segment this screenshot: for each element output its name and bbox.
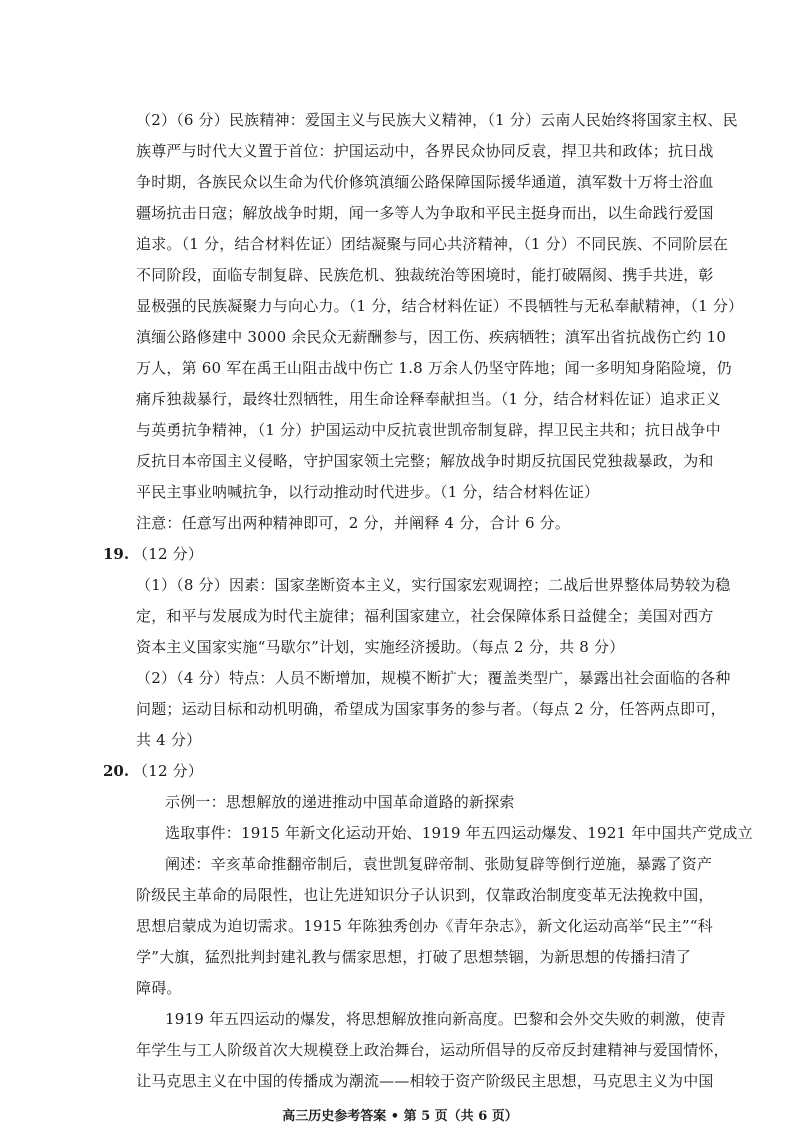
q19-line-1: （1）（8 分）因素：国家垄断资本主义，实行国家宏观调控；二战后世界整体局势较为稳 xyxy=(136,576,731,594)
q18-line-2: 族尊严与时代大义置于首位：护国运动中，各界民众协同反袁，捍卫共和政体；抗日战 xyxy=(136,142,714,160)
q18-line-1: （2）（6 分）民族精神：爱国主义与民族大义精神，（1 分）云南人民始终将国家主权、民 xyxy=(136,111,738,129)
q20-line-7: 障碍。 xyxy=(136,979,182,997)
q19-line-3: 资本主义国家实施“马歇尔”计划，实施经济援助。（每点 2 分，共 8 分） xyxy=(136,638,625,656)
q19-number: 19. xyxy=(103,545,130,563)
q19-score: （12 分） xyxy=(133,545,204,563)
q18-line-6: 不同阶段，面临专制复辟、民族危机、独裁统治等困境时，能打破隔阂、携手共进，彰 xyxy=(136,266,714,284)
q19-line-4: （2）（4 分）特点：人员不断增加，规模不断扩大；覆盖类型广，暴露出社会面临的各种 xyxy=(136,669,731,687)
q20-line-6: 学”大旗，猛烈批判封建礼教与儒家思想，打破了思想禁锢，为新思想的传播扫清了 xyxy=(136,948,692,966)
q19-line-2: 定，和平与发展成为时代主旋律；福利国家建立，社会保障体系日益健全；美国对西方 xyxy=(136,607,714,625)
q20-line-3: 阐述：辛亥革命推翻帝制后，袁世凯复辟帝制、张勋复辟等倒行逆施，暴露了资产 xyxy=(165,855,713,873)
q18-line-5: 追求。（1 分，结合材料佐证）团结凝聚与同心共济精神，（1 分）不同民族、不同阶层在 xyxy=(136,235,729,253)
q18-line-4: 疆场抗击日寇；解放战争时期，闻一多等人为争取和平民主挺身而出，以生命践行爱国 xyxy=(136,204,714,222)
q19-line-6: 共 4 分） xyxy=(136,731,202,749)
page-footer: 高三历史参考答案 • 第 5 页（共 6 页） xyxy=(282,1109,518,1124)
q18-line-7: 显极强的民族凝聚力与向心力。（1 分，结合材料佐证）不畏牺牲与无私奉献精神，（1 分） xyxy=(136,297,744,315)
q20-line-5: 思想启蒙成为迫切需求。1915 年陈独秀创办《青年杂志》，新文化运动高举“民主”“科 xyxy=(136,917,713,935)
q19-line-5: 问题；运动目标和动机明确，希望成为国家事务的参与者。（每点 2 分，任答两点即可， xyxy=(136,700,726,718)
q20-selected-events: 选取事件：1915 年新文化运动开始、1919 年五四运动爆发、1921 年中国共产党成立 xyxy=(165,824,753,842)
q20-line-4: 阶级民主革命的局限性，也让先进知识分子认识到，仅靠政治制度变革无法挽救中国， xyxy=(136,886,714,904)
q18-line-10: 痛斥独裁暴行，最终壮烈牺牲，用生命诠释奉献担当。（1 分，结合材料佐证）追求正义 xyxy=(136,390,721,408)
q18-line-13: 平民主事业呐喊抗争，以行动推动时代进步。（1 分，结合材料佐证） xyxy=(136,483,600,501)
q18-line-3: 争时期，各族民众以生命为代价修筑滇缅公路保障国际援华通道，滇军数十万将士浴血 xyxy=(136,173,714,191)
q20-number: 20. xyxy=(103,762,130,780)
q20-score: （12 分） xyxy=(133,762,204,780)
q20-line-8: 1919 年五四运动的爆发，将思想解放推向新高度。巴黎和会外交失败的刺激，使青 xyxy=(165,1010,726,1028)
q20-example-title: 示例一：思想解放的递进推动中国革命道路的新探索 xyxy=(165,793,515,811)
q20-line-9: 年学生与工人阶级首次大规模登上政治舞台，运动所倡导的反帝反封建精神与爱国情怀， xyxy=(136,1041,729,1059)
q18-line-8: 滇缅公路修建中 3000 余民众无薪酬参与，因工伤、疾病牺牲；滇军出省抗战伤亡约 10 xyxy=(136,328,727,346)
q20-line-10: 让马克思主义在中国的传播成为潮流——相较于资产阶级民主思想，马克思主义为中国 xyxy=(136,1072,714,1090)
q18-line-9: 万人，第 60 军在禹王山阻击战中伤亡 1.8 万余人仍坚守阵地；闻一多明知身陷险境，仍 xyxy=(136,359,732,377)
q18-line-11: 与英勇抗争精神，（1 分）护国运动中反抗袁世凯帝制复辟，捍卫民主共和；抗日战争中 xyxy=(136,421,721,439)
q18-note: 注意：任意写出两种精神即可，2 分，并阐释 4 分，合计 6 分。 xyxy=(136,514,571,532)
q18-line-12: 反抗日本帝国主义侵略，守护国家领土完整；解放战争时期反抗国民党独裁暴政，为和 xyxy=(136,452,714,470)
